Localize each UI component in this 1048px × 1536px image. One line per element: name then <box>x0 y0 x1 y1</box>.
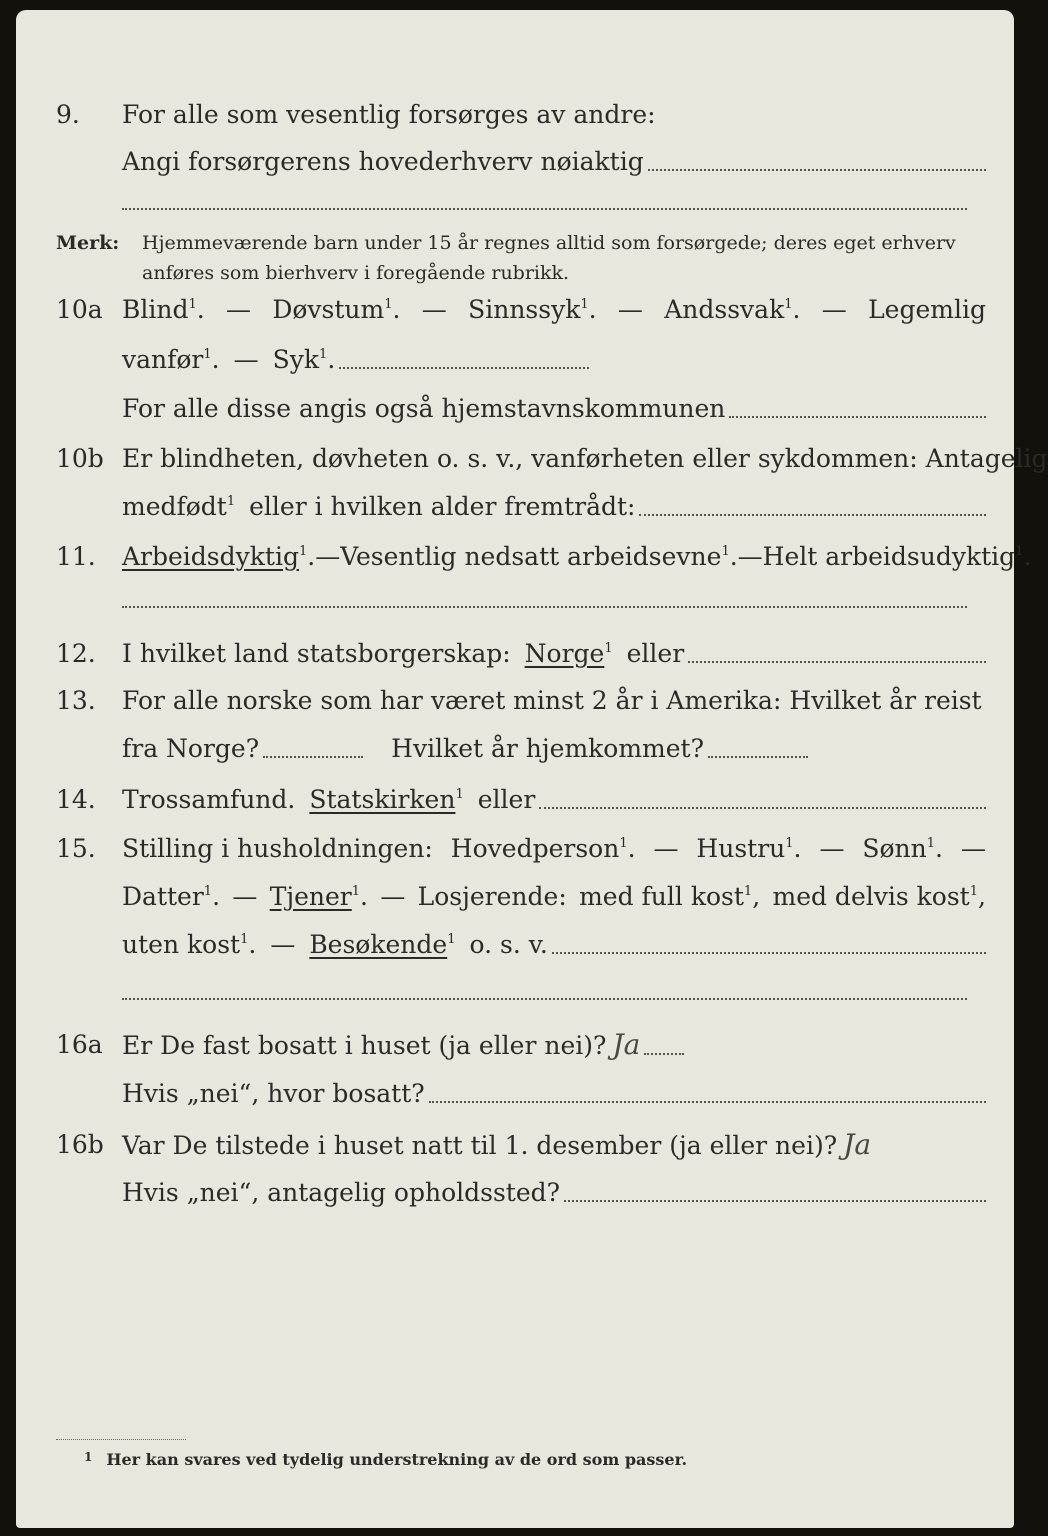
dash: — <box>617 295 643 324</box>
opt-dovstum[interactable]: Døvstum$^1$. <box>272 295 401 324</box>
q16a-answer-field[interactable] <box>644 1052 684 1055</box>
q15-label: Stilling i husholdningen: <box>122 834 433 863</box>
q12-number: 12. <box>56 639 96 668</box>
footnote-rule <box>56 1439 186 1440</box>
q15-line3 <box>56 928 986 962</box>
q9-provider-label: Angi forsørgerens hovederhverv nøiaktig <box>122 147 644 176</box>
merk-text: Hjemmeværende barn under 15 år regnes alltid som forsørgede; deres eget erhverv anføres som bierhverv i foregående rubrikk. <box>142 232 956 284</box>
opt-besokende[interactable]: Besøkende$^1$ <box>309 930 456 959</box>
opt-arbeidsdyktig[interactable]: Arbeidsdyktig$^1$. <box>122 542 316 571</box>
opt-hovedperson[interactable]: Hovedperson$^1$. <box>450 834 636 863</box>
opt-tjener[interactable]: Tjener$^1$. <box>269 882 368 911</box>
q15-line1 <box>56 832 986 866</box>
q10a-line3 <box>56 392 986 426</box>
q10a-line1 <box>56 293 986 327</box>
q16a-number: 16a <box>56 1030 103 1059</box>
q16b-number: 16b <box>56 1130 104 1159</box>
q11-extra-line[interactable] <box>122 606 967 608</box>
opt-medfodt[interactable]: medfødt$^1$ <box>122 492 236 521</box>
dash: — <box>653 834 679 863</box>
q15-extra-line[interactable] <box>122 998 967 1000</box>
q13-line2 <box>56 732 986 766</box>
q15-losjerende-label: Losjerende: <box>417 882 567 911</box>
q9-extra-line[interactable] <box>122 208 967 210</box>
dash: — <box>821 295 847 324</box>
q16b-question: Var De tilstede i huset natt til 1. desember (ja eller nei)? <box>122 1131 838 1160</box>
q10a-municipality-label: For alle disse angis også hjemstavnskommunen <box>122 394 726 423</box>
opt-udyktig[interactable]: Helt arbeidsudyktig$^1$. <box>762 542 1032 571</box>
q13-return-label: Hvilket år hjemkommet? <box>391 734 705 763</box>
q15-line2 <box>56 880 986 914</box>
footnote <box>84 1450 687 1469</box>
opt-full-kost[interactable]: med full kost$^1$, <box>579 882 761 911</box>
q10a-number: 10a <box>56 295 103 324</box>
q13-return-field[interactable] <box>708 755 808 758</box>
q15-number: 15. <box>56 834 96 863</box>
footnote-mark: 1 <box>84 1450 93 1464</box>
opt-andssvak[interactable]: Andssvak$^1$. <box>664 295 801 324</box>
dash: — <box>960 834 986 863</box>
opt-datter[interactable]: Datter$^1$. <box>122 882 221 911</box>
q14-eller: eller <box>477 785 536 814</box>
q10b-line1 <box>56 442 1048 476</box>
q12-label: I hvilket land statsborgerskap: <box>122 639 511 668</box>
q16a-where-field[interactable] <box>429 1100 986 1103</box>
dash: — <box>233 345 259 374</box>
merk-label: Merk: <box>56 232 120 254</box>
q11-line <box>56 540 1032 574</box>
q16a-line2 <box>56 1077 986 1111</box>
footnote-text: Her kan svares ved tydelig understrekning av de ord som passer. <box>106 1450 688 1469</box>
opt-syk[interactable]: Syk$^1$. <box>272 345 336 374</box>
q15-osv: o. s. v. <box>469 930 548 959</box>
q13-left-label: fra Norge? <box>122 734 260 763</box>
q11-number: 11. <box>56 542 96 571</box>
q10b-number: 10b <box>56 444 104 473</box>
q10b-text: Er blindheten, døvheten o. s. v., vanførheten eller sykdommen: Antagelig <box>122 444 1048 473</box>
q12-eller: eller <box>626 639 685 668</box>
opt-statskirken[interactable]: Statskirken$^1$ <box>309 785 464 814</box>
q16a-line1 <box>56 1028 986 1062</box>
opt-hustru[interactable]: Hustru$^1$. <box>696 834 802 863</box>
q10a-line2 <box>56 343 986 377</box>
opt-nedsatt[interactable]: Vesentlig nedsatt arbeidsevne$^1$. <box>340 542 738 571</box>
opt-delvis-kost[interactable]: med delvis kost$^1$, <box>772 882 986 911</box>
opt-uten-kost[interactable]: uten kost$^1$. <box>122 930 257 959</box>
q16b-line1 <box>56 1128 986 1162</box>
q13-number: 13. <box>56 686 96 715</box>
q12-other-field[interactable] <box>688 660 986 663</box>
q16a-where-label: Hvis „nei“, hvor bosatt? <box>122 1079 425 1108</box>
opt-blind[interactable]: Blind$^1$. <box>122 295 205 324</box>
dash: — <box>226 295 252 324</box>
q16b-handwritten-answer: Ja <box>843 1128 872 1161</box>
q14-other-field[interactable] <box>539 806 986 809</box>
q16b-line2 <box>56 1176 986 1210</box>
q9-line2 <box>56 145 986 179</box>
q16a-question: Er De fast bosatt i huset (ja eller nei)? <box>122 1031 607 1060</box>
q9-provider-field[interactable] <box>648 168 986 171</box>
q16a-handwritten-answer: Ja <box>612 1028 641 1061</box>
q10b-line2 <box>56 490 986 524</box>
q10b-age-label: eller i hvilken alder fremtrådt: <box>249 492 636 521</box>
dash: — <box>819 834 845 863</box>
opt-sonn[interactable]: Sønn$^1$. <box>862 834 943 863</box>
q10a-municipality-field[interactable] <box>729 415 986 418</box>
q9-line1 <box>56 98 986 132</box>
q15-other-field[interactable] <box>552 951 986 954</box>
q16b-where-field[interactable] <box>564 1199 986 1202</box>
q13-text: For alle norske som har været minst 2 år i Amerika: Hvilket år reist <box>122 686 982 715</box>
dash: — <box>315 542 341 571</box>
q9-text: For alle som vesentlig forsørges av andre: <box>122 100 656 129</box>
opt-vanfor[interactable]: vanfør$^1$. <box>122 345 220 374</box>
q13-left-field[interactable] <box>263 755 363 758</box>
dash: — <box>232 882 258 911</box>
q14-line <box>56 783 986 817</box>
census-form-page <box>16 10 1048 1528</box>
opt-norge[interactable]: Norge$^1$ <box>524 639 613 668</box>
dash: — <box>737 542 763 571</box>
dash: — <box>270 930 296 959</box>
opt-legemlig[interactable]: Legemlig <box>868 295 986 324</box>
q13-line1 <box>56 684 986 718</box>
q10b-age-field[interactable] <box>639 513 986 516</box>
opt-sinnssyk[interactable]: Sinnssyk$^1$. <box>468 295 597 324</box>
q16b-where-label: Hvis „nei“, antagelig opholdssted? <box>122 1178 561 1207</box>
q12-line <box>56 637 986 671</box>
q10a-syk-field[interactable] <box>339 366 589 369</box>
dash: — <box>421 295 447 324</box>
q14-number: 14. <box>56 785 96 814</box>
q9-number: 9. <box>56 100 80 129</box>
dash: — <box>380 882 406 911</box>
q14-label: Trossamfund. <box>122 785 296 814</box>
